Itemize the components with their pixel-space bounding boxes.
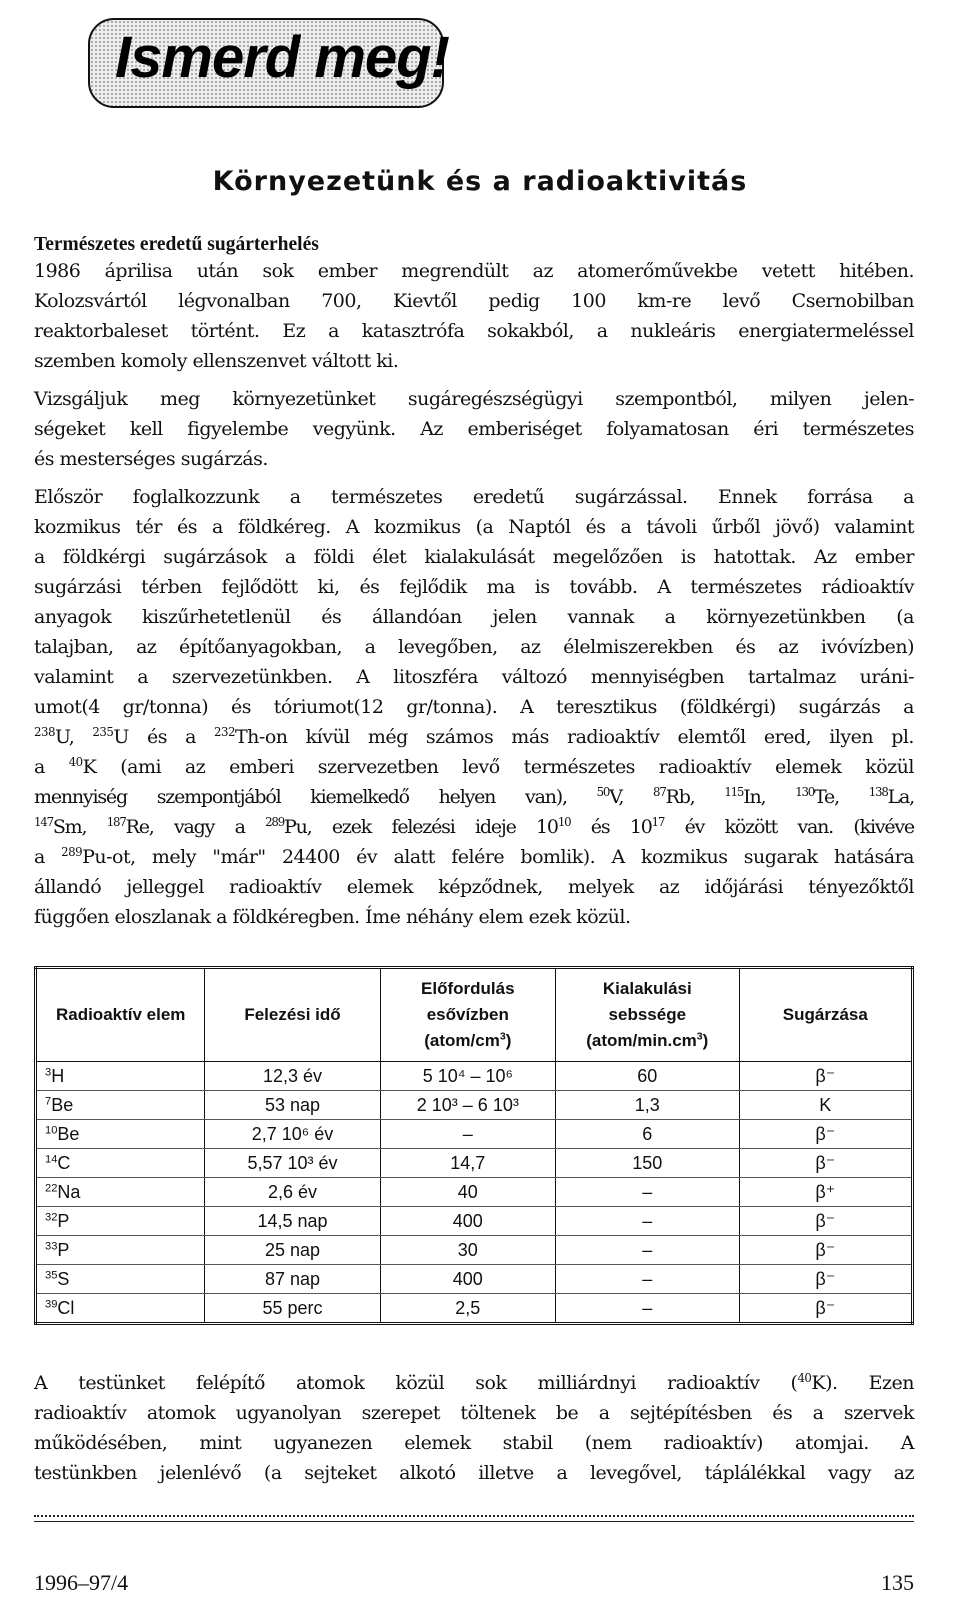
cell-element: $^{32}$P: [36, 1207, 205, 1236]
cell-occurrence: 5 10⁴ – 10⁶: [380, 1062, 555, 1091]
cell-element: $^{22}$Na: [36, 1178, 205, 1207]
text-line: valamint a szervezetünkben. A litoszféra változó mennyiségben tartalmaz uráni-: [34, 666, 914, 688]
text-line: szemben komoly ellenszenvet váltott ki.: [34, 350, 399, 372]
footer-divider: [34, 1515, 914, 1522]
text-line: mennyiség szempontjából kiemelkedő helyen van), $^{50}$V, $^{87}$Rb, $^{115}$In, $^{130}$Te, $^{138}$La,: [34, 784, 914, 808]
section-title: Természetes eredetű sugárterhelés: [34, 234, 319, 255]
cell-occurrence: 14,7: [380, 1149, 555, 1178]
superscript: 138: [868, 784, 888, 799]
table-row: [36, 1207, 913, 1236]
cell-element: $^{33}$P: [36, 1236, 205, 1265]
header-formation-rate: Kialakulási sebssége $(atom/\min.cm^3)$: [556, 968, 740, 1062]
cell-radiation: β⁻: [739, 1062, 912, 1091]
cell-halflife: 12,3 év: [205, 1062, 380, 1091]
table-header-row: [36, 968, 913, 1062]
table-row: [36, 1062, 913, 1091]
text-line: a $^{40}$K (ami az emberi szervezetben levő természetes radioaktív elemek közül: [34, 754, 914, 778]
cell-rate: –: [556, 1178, 740, 1207]
text-line: testünkben jelenlévő (a sejteket alkotó illetve a levegővel, táplálékkal vagy az: [34, 1462, 914, 1484]
superscript: 40: [797, 1370, 812, 1385]
superscript: 232: [214, 724, 235, 739]
cell-occurrence: –: [380, 1120, 555, 1149]
table-row: [36, 1265, 913, 1294]
cell-rate: 150: [556, 1149, 740, 1178]
superscript: 187: [106, 814, 126, 829]
superscript: 115: [724, 784, 744, 799]
cell-halflife: 2,6 év: [205, 1178, 380, 1207]
cell-radiation: β⁻: [739, 1120, 912, 1149]
text-line: és mesterséges sugárzás.: [34, 448, 268, 470]
text-line: a $^{289}$Pu-ot, mely "már" 24400 év alatt felére bomlik). A kozmikus sugarak hatására: [34, 844, 914, 868]
cell-element: $^{39}$Cl: [36, 1294, 205, 1324]
text-line: talajban, az építőanyagokban, a levegőben, az élelmiszerekben és az ivóvízben): [34, 636, 914, 658]
text-line: $^{147}$Sm, $^{187}$Re, vagy a $^{289}$Pu, ezek felezési ideje $10^{10}$ és $10^{17}$ év között van. (kivéve: [34, 814, 914, 838]
superscript: 289: [61, 844, 83, 859]
superscript: 235: [92, 724, 114, 739]
cell-rate: 60: [556, 1062, 740, 1091]
cell-occurrence: 2,5: [380, 1294, 555, 1324]
cell-rate: –: [556, 1236, 740, 1265]
cell-element: $^{35}$S: [36, 1265, 205, 1294]
cell-rate: 6: [556, 1120, 740, 1149]
text-line: függően eloszlanak a földkéregben. Íme néhány elem ezek közül.: [34, 906, 631, 928]
badge-title: Ismerd meg!: [115, 25, 449, 90]
cell-halflife: 25 nap: [205, 1236, 380, 1265]
cell-rate: –: [556, 1207, 740, 1236]
superscript: 17: [651, 814, 665, 829]
text-line: Vizsgáljuk meg környezetünket sugáregészségügyi szempontból, milyen jelen-: [34, 388, 914, 410]
superscript: 50: [596, 784, 610, 799]
text-line: Kolozsvártól légvonalban 700, Kievtől pedig 100 km-re levő Csernobilban: [34, 290, 914, 312]
text-line: állandó jelleggel radioaktív elemek képződnek, melyek az időjárási tényezőktől: [34, 876, 914, 898]
cell-rate: –: [556, 1294, 740, 1324]
text-line: Először foglalkozzunk a természetes eredetű sugárzással. Ennek forrása a: [34, 486, 914, 508]
cell-radiation: β⁺: [739, 1178, 912, 1207]
cell-element: $^7$Be: [36, 1091, 205, 1120]
table-row: [36, 1120, 913, 1149]
article-title: Környezetünk és a radioaktivitás: [212, 166, 748, 197]
cell-occurrence: 2 10³ – 6 10³: [380, 1091, 555, 1120]
cell-radiation: K: [739, 1091, 912, 1120]
text-line: anyagok kiszűrhetetlenül és állandóan jelen vannak a környezetünkben (a: [34, 606, 914, 628]
cell-occurrence: 400: [380, 1265, 555, 1294]
cell-halflife: 14,5 nap: [205, 1207, 380, 1236]
cell-element: $^3$H: [36, 1062, 205, 1091]
radioactive-elements-table: [34, 966, 914, 1325]
header-element: Radioaktív elem: [36, 968, 205, 1062]
cell-radiation: β⁻: [739, 1149, 912, 1178]
cell-radiation: β⁻: [739, 1265, 912, 1294]
cell-element: $^{10}$Be: [36, 1120, 205, 1149]
superscript: 40: [68, 754, 83, 769]
cell-occurrence: 30: [380, 1236, 555, 1265]
superscript: 87: [653, 784, 666, 799]
cell-element: $^{14}$C: [36, 1149, 205, 1178]
text-line: 1986 áprilisa után sok ember megrendült az atomerőművekbe vetett hitében.: [34, 260, 914, 282]
cell-halflife: 87 nap: [205, 1265, 380, 1294]
cell-radiation: β⁻: [739, 1236, 912, 1265]
cell-radiation: β⁻: [739, 1207, 912, 1236]
superscript: 130: [795, 784, 815, 799]
header-halflife: Felezési idő: [205, 968, 380, 1062]
issue-number: 1996–97/4: [34, 1570, 129, 1595]
cell-halflife: 53 nap: [205, 1091, 380, 1120]
text-line: sugárzási térben fejlődött ki, és fejlődik ma is tovább. A természetes rádioaktív: [34, 576, 914, 598]
cell-occurrence: 400: [380, 1207, 555, 1236]
cell-radiation: β⁻: [739, 1294, 912, 1324]
cell-occurrence: 40: [380, 1178, 555, 1207]
superscript: 238: [34, 724, 55, 739]
text-line: $^{238}$U, $^{235}$U és a $^{232}$Th-on kívül még számos más radioaktív elemtől ered, ilyen pl.: [34, 724, 914, 748]
header-occurrence: Előfordulás esővízben $(atom/cm^3)$: [380, 968, 555, 1062]
page-number: 135: [881, 1570, 914, 1595]
header-radiation: Sugárzása: [739, 968, 912, 1062]
table-row: [36, 1149, 913, 1178]
text-line: működésében, mint ugyanezen elemek stabil (nem radioaktív) atomjai. A: [34, 1432, 914, 1454]
superscript: 10: [557, 814, 571, 829]
text-line: a földkérgi sugárzások a földi élet kialakulását megelőzően is hatottak. Az ember: [34, 546, 914, 568]
text-line: radioaktív atomok ugyanolyan szerepet töltenek be a sejtépítésben és a szervek: [34, 1402, 914, 1424]
table-row: [36, 1294, 913, 1324]
table-row: [36, 1236, 913, 1265]
text-line: umot(4 gr/tonna) és tóriumot(12 gr/tonna). A teresztikus (földkérgi) sugárzás a: [34, 696, 914, 718]
cell-halflife: 5,57 10³ év: [205, 1149, 380, 1178]
cell-rate: –: [556, 1265, 740, 1294]
table-row: [36, 1178, 913, 1207]
superscript: 289: [265, 814, 284, 829]
text-line: reaktorbaleset történt. Ez a katasztrófa sokakból, a nukleáris energiatermeléssel: [34, 320, 914, 342]
cell-rate: 1,3: [556, 1091, 740, 1120]
text-line: kozmikus tér és a földkéreg. A kozmikus (a Naptól és a távoli űrből jövő) valamint: [34, 516, 914, 538]
cell-halflife: 2,7 10⁶ év: [205, 1120, 380, 1149]
superscript: 147: [34, 814, 53, 829]
table-row: [36, 1091, 913, 1120]
cell-halflife: 55 perc: [205, 1294, 380, 1324]
text-line: ségeket kell figyelembe vegyünk. Az emberiséget folyamatosan éri természetes: [34, 418, 914, 440]
text-line: A testünket felépítő atomok közül sok milliárdnyi radioaktív ($^{40}$K). Ezen: [34, 1370, 915, 1394]
